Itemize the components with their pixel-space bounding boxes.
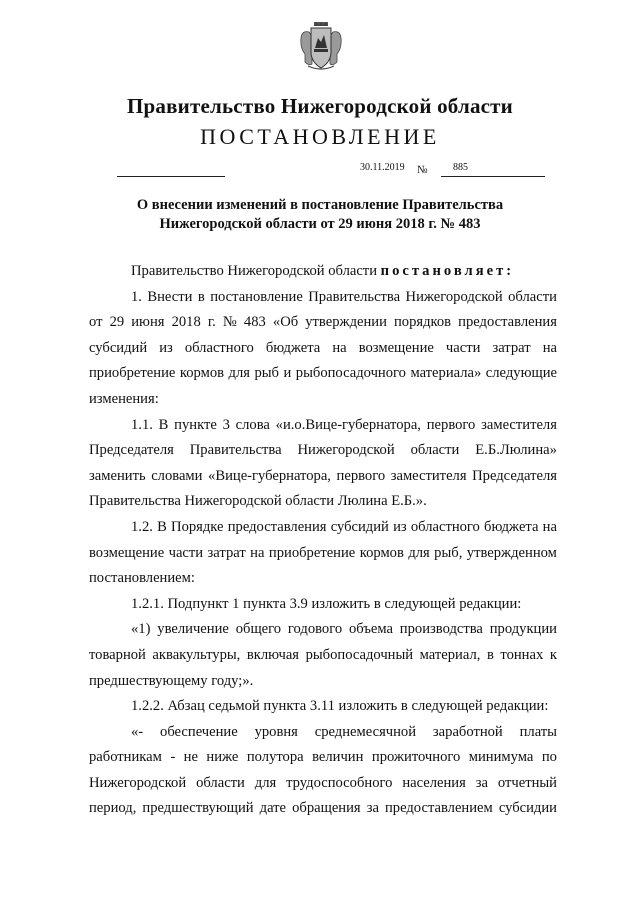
body-line: Председателя Правительства Нижегородской области Е.Б.Люлина» (89, 442, 557, 459)
body-line: Нижегородской области для трудоспособного населения за отчетный (89, 774, 557, 791)
number-underline (441, 176, 545, 177)
body-line: «1) увеличение общего годового объема производства продукции (131, 621, 557, 638)
body-line: товарной аквакультуры, включая рыбопосадочный материал, в тоннах к (89, 646, 557, 663)
decree-word: постановляет: (380, 263, 515, 279)
body-line: постановлением: (89, 570, 195, 587)
body-line: «- обеспечение уровня среднемесячной заработной платы (131, 723, 557, 740)
intro-paragraph (89, 259, 557, 285)
body-line: заменить словами «Вице-губернатора, первого заместителя Председателя (89, 467, 557, 484)
document-subject (0, 196, 640, 234)
body-line: предшествующему году;». (89, 672, 254, 689)
body-line: приобретение кормов для рыб и рыбопосадочного материала» следующие (89, 365, 557, 382)
body-line: период, предшествующий дате обращения за предоставлением субсидии (89, 800, 557, 817)
document-date: 30.11.2019 (360, 162, 405, 173)
body-line: возмещение части затрат на приобретение кормов для рыб, утвержденном (89, 544, 557, 561)
body-line: 1.2.1. Подпункт 1 пункта 3.9 изложить в следующей редакции: (131, 595, 522, 612)
body-line: 1.1. В пункте 3 слова «и.о.Вице-губернатора, первого заместителя (131, 416, 557, 433)
body-line: от 29 июня 2018 г. № 483 «Об утверждении порядков предоставления (89, 314, 557, 331)
government-title: Правительство Нижегородской области (127, 94, 513, 118)
subject-line: О внесении изменений в постановление Правительства (136, 197, 504, 213)
body-line: субсидий из областного бюджета на возмещение части затрат на (89, 339, 557, 356)
body-line: 1. Внести в постановление Правительства Нижегородской области (131, 288, 557, 305)
intro-text: Правительство Нижегородской области (131, 263, 381, 279)
number-sign: № (417, 164, 428, 176)
body-line: 1.2. В Порядке предоставления субсидий из областного бюджета на (131, 518, 557, 535)
body-line: Правительства Нижегородской области Люлина Е.Б.». (89, 493, 427, 510)
document-type: ПОСТАНОВЛЕНИЕ (200, 124, 440, 149)
date-underline (117, 176, 225, 177)
document-body (89, 259, 557, 822)
body-line: 1.2.2. Абзац седьмой пункта 3.11 изложить в следующей редакции: (131, 698, 549, 715)
body-line: работникам - не ниже полутора величин прожиточного минимума по (89, 749, 557, 766)
body-line: изменения: (89, 390, 159, 407)
document-number: 885 (453, 162, 468, 173)
subject-line: Нижегородской области от 29 июня 2018 г. № 483 (159, 216, 481, 232)
coat-of-arms-emblem (300, 22, 342, 72)
